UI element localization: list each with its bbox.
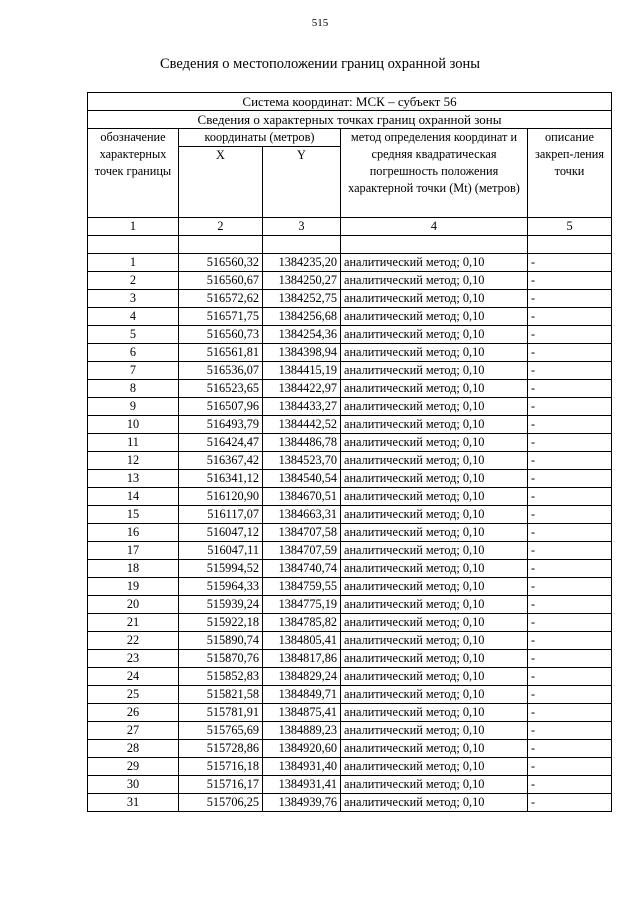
table-row bbox=[88, 380, 612, 398]
y-coordinate-cell: 1384920,60 bbox=[263, 740, 341, 758]
x-coordinate-cell: 515964,33 bbox=[179, 578, 263, 596]
table-row bbox=[88, 506, 612, 524]
method-cell: аналитический метод; 0,10 bbox=[341, 380, 528, 398]
description-cell: - bbox=[528, 686, 612, 704]
y-coordinate-cell: 1384254,36 bbox=[263, 326, 341, 344]
x-coordinate-cell: 516047,12 bbox=[179, 524, 263, 542]
y-coordinate-cell: 1384889,23 bbox=[263, 722, 341, 740]
point-number-cell: 11 bbox=[88, 434, 179, 452]
description-cell: - bbox=[528, 290, 612, 308]
description-cell: - bbox=[528, 308, 612, 326]
method-cell: аналитический метод; 0,10 bbox=[341, 758, 528, 776]
point-number-cell: 10 bbox=[88, 416, 179, 434]
y-coordinate-cell: 1384849,71 bbox=[263, 686, 341, 704]
table-subtitle-row bbox=[88, 111, 612, 129]
method-cell: аналитический метод; 0,10 bbox=[341, 290, 528, 308]
method-cell: аналитический метод; 0,10 bbox=[341, 506, 528, 524]
y-coordinate-cell: 1384422,97 bbox=[263, 380, 341, 398]
table-row bbox=[88, 794, 612, 812]
method-cell: аналитический метод; 0,10 bbox=[341, 362, 528, 380]
x-coordinate-cell: 515870,76 bbox=[179, 650, 263, 668]
table-row bbox=[88, 524, 612, 542]
method-cell: аналитический метод; 0,10 bbox=[341, 272, 528, 290]
point-number-cell: 3 bbox=[88, 290, 179, 308]
method-cell: аналитический метод; 0,10 bbox=[341, 542, 528, 560]
x-coordinate-cell: 516120,90 bbox=[179, 488, 263, 506]
y-coordinate-cell: 1384670,51 bbox=[263, 488, 341, 506]
description-cell: - bbox=[528, 452, 612, 470]
y-coordinate-cell: 1384540,54 bbox=[263, 470, 341, 488]
column-number-row bbox=[88, 218, 612, 236]
y-coordinate-cell: 1384829,24 bbox=[263, 668, 341, 686]
point-number-cell: 14 bbox=[88, 488, 179, 506]
description-cell: - bbox=[528, 362, 612, 380]
empty-cell bbox=[263, 236, 341, 254]
description-cell: - bbox=[528, 524, 612, 542]
y-coordinate-cell: 1384939,76 bbox=[263, 794, 341, 812]
header-y: Y bbox=[263, 147, 341, 218]
method-cell: аналитический метод; 0,10 bbox=[341, 560, 528, 578]
x-coordinate-cell: 516341,12 bbox=[179, 470, 263, 488]
x-coordinate-cell: 515821,58 bbox=[179, 686, 263, 704]
table-row bbox=[88, 650, 612, 668]
method-cell: аналитический метод; 0,10 bbox=[341, 434, 528, 452]
x-coordinate-cell: 515706,25 bbox=[179, 794, 263, 812]
point-number-cell: 4 bbox=[88, 308, 179, 326]
header-method: метод определения координат и средняя квадратическая погрешность положения характерной точки (Mt) (метров) bbox=[341, 129, 528, 218]
description-cell: - bbox=[528, 344, 612, 362]
method-cell: аналитический метод; 0,10 bbox=[341, 668, 528, 686]
description-cell: - bbox=[528, 506, 612, 524]
x-coordinate-cell: 515939,24 bbox=[179, 596, 263, 614]
table-row bbox=[88, 704, 612, 722]
y-coordinate-cell: 1384817,86 bbox=[263, 650, 341, 668]
table-row bbox=[88, 344, 612, 362]
y-coordinate-cell: 1384433,27 bbox=[263, 398, 341, 416]
x-coordinate-cell: 516572,62 bbox=[179, 290, 263, 308]
x-coordinate-cell: 515765,69 bbox=[179, 722, 263, 740]
table-row bbox=[88, 632, 612, 650]
x-coordinate-cell: 516560,32 bbox=[179, 254, 263, 272]
table-row bbox=[88, 578, 612, 596]
description-cell: - bbox=[528, 560, 612, 578]
y-coordinate-cell: 1384707,59 bbox=[263, 542, 341, 560]
method-cell: аналитический метод; 0,10 bbox=[341, 398, 528, 416]
table-row bbox=[88, 470, 612, 488]
method-cell: аналитический метод; 0,10 bbox=[341, 596, 528, 614]
table-row bbox=[88, 452, 612, 470]
point-number-cell: 24 bbox=[88, 668, 179, 686]
column-number: 4 bbox=[341, 218, 528, 236]
x-coordinate-cell: 516047,11 bbox=[179, 542, 263, 560]
method-cell: аналитический метод; 0,10 bbox=[341, 326, 528, 344]
description-cell: - bbox=[528, 758, 612, 776]
table-row bbox=[88, 434, 612, 452]
point-number-cell: 29 bbox=[88, 758, 179, 776]
x-coordinate-cell: 515890,74 bbox=[179, 632, 263, 650]
point-number-cell: 1 bbox=[88, 254, 179, 272]
empty-cell bbox=[179, 236, 263, 254]
table-row bbox=[88, 686, 612, 704]
point-number-cell: 26 bbox=[88, 704, 179, 722]
x-coordinate-cell: 515922,18 bbox=[179, 614, 263, 632]
y-coordinate-cell: 1384775,19 bbox=[263, 596, 341, 614]
description-cell: - bbox=[528, 272, 612, 290]
point-number-cell: 9 bbox=[88, 398, 179, 416]
description-cell: - bbox=[528, 632, 612, 650]
point-number-cell: 15 bbox=[88, 506, 179, 524]
y-coordinate-cell: 1384256,68 bbox=[263, 308, 341, 326]
point-number-cell: 6 bbox=[88, 344, 179, 362]
method-cell: аналитический метод; 0,10 bbox=[341, 740, 528, 758]
point-number-cell: 28 bbox=[88, 740, 179, 758]
description-cell: - bbox=[528, 542, 612, 560]
empty-cell bbox=[528, 236, 612, 254]
method-cell: аналитический метод; 0,10 bbox=[341, 344, 528, 362]
x-coordinate-cell: 515716,18 bbox=[179, 758, 263, 776]
method-cell: аналитический метод; 0,10 bbox=[341, 632, 528, 650]
method-cell: аналитический метод; 0,10 bbox=[341, 470, 528, 488]
description-cell: - bbox=[528, 740, 612, 758]
point-number-cell: 17 bbox=[88, 542, 179, 560]
table-row bbox=[88, 758, 612, 776]
x-coordinate-cell: 515781,91 bbox=[179, 704, 263, 722]
method-cell: аналитический метод; 0,10 bbox=[341, 650, 528, 668]
y-coordinate-cell: 1384931,41 bbox=[263, 776, 341, 794]
point-number-cell: 27 bbox=[88, 722, 179, 740]
y-coordinate-cell: 1384785,82 bbox=[263, 614, 341, 632]
y-coordinate-cell: 1384486,78 bbox=[263, 434, 341, 452]
method-cell: аналитический метод; 0,10 bbox=[341, 416, 528, 434]
column-number: 5 bbox=[528, 218, 612, 236]
table-row bbox=[88, 596, 612, 614]
point-number-cell: 22 bbox=[88, 632, 179, 650]
header-point-designation: обозначение характерных точек границы bbox=[88, 129, 179, 218]
point-number-cell: 31 bbox=[88, 794, 179, 812]
table-row bbox=[88, 398, 612, 416]
y-coordinate-cell: 1384442,52 bbox=[263, 416, 341, 434]
x-coordinate-cell: 516560,67 bbox=[179, 272, 263, 290]
point-number-cell: 2 bbox=[88, 272, 179, 290]
point-number-cell: 7 bbox=[88, 362, 179, 380]
header-x: X bbox=[179, 147, 263, 218]
table-row bbox=[88, 560, 612, 578]
table-row bbox=[88, 488, 612, 506]
table-row bbox=[88, 416, 612, 434]
point-number-cell: 16 bbox=[88, 524, 179, 542]
empty-cell bbox=[341, 236, 528, 254]
method-cell: аналитический метод; 0,10 bbox=[341, 578, 528, 596]
table-row bbox=[88, 542, 612, 560]
description-cell: - bbox=[528, 722, 612, 740]
method-cell: аналитический метод; 0,10 bbox=[341, 524, 528, 542]
point-number-cell: 21 bbox=[88, 614, 179, 632]
table-row bbox=[88, 776, 612, 794]
x-coordinate-cell: 516561,81 bbox=[179, 344, 263, 362]
description-cell: - bbox=[528, 398, 612, 416]
y-coordinate-cell: 1384707,58 bbox=[263, 524, 341, 542]
header-coordinates: координаты (метров) bbox=[179, 129, 341, 147]
x-coordinate-cell: 516560,73 bbox=[179, 326, 263, 344]
description-cell: - bbox=[528, 596, 612, 614]
y-coordinate-cell: 1384235,20 bbox=[263, 254, 341, 272]
description-cell: - bbox=[528, 668, 612, 686]
method-cell: аналитический метод; 0,10 bbox=[341, 794, 528, 812]
empty-row bbox=[88, 236, 612, 254]
table-row bbox=[88, 722, 612, 740]
x-coordinate-cell: 516536,07 bbox=[179, 362, 263, 380]
table-row bbox=[88, 308, 612, 326]
method-cell: аналитический метод; 0,10 bbox=[341, 704, 528, 722]
description-cell: - bbox=[528, 488, 612, 506]
method-cell: аналитический метод; 0,10 bbox=[341, 308, 528, 326]
y-coordinate-cell: 1384805,41 bbox=[263, 632, 341, 650]
method-cell: аналитический метод; 0,10 bbox=[341, 488, 528, 506]
x-coordinate-cell: 515728,86 bbox=[179, 740, 263, 758]
table-row bbox=[88, 272, 612, 290]
description-cell: - bbox=[528, 416, 612, 434]
x-coordinate-cell: 516367,42 bbox=[179, 452, 263, 470]
y-coordinate-cell: 1384759,55 bbox=[263, 578, 341, 596]
table-row bbox=[88, 362, 612, 380]
description-cell: - bbox=[528, 470, 612, 488]
boundary-points-table bbox=[87, 92, 612, 812]
coordinate-system-label: Система координат: МСК – субъект 56 bbox=[88, 93, 612, 111]
description-cell: - bbox=[528, 380, 612, 398]
point-number-cell: 12 bbox=[88, 452, 179, 470]
y-coordinate-cell: 1384398,94 bbox=[263, 344, 341, 362]
x-coordinate-cell: 516507,96 bbox=[179, 398, 263, 416]
x-coordinate-cell: 516117,07 bbox=[179, 506, 263, 524]
method-cell: аналитический метод; 0,10 bbox=[341, 614, 528, 632]
x-coordinate-cell: 516523,65 bbox=[179, 380, 263, 398]
method-cell: аналитический метод; 0,10 bbox=[341, 776, 528, 794]
x-coordinate-cell: 515716,17 bbox=[179, 776, 263, 794]
y-coordinate-cell: 1384663,31 bbox=[263, 506, 341, 524]
y-coordinate-cell: 1384415,19 bbox=[263, 362, 341, 380]
column-number: 1 bbox=[88, 218, 179, 236]
y-coordinate-cell: 1384523,70 bbox=[263, 452, 341, 470]
table-row bbox=[88, 254, 612, 272]
point-number-cell: 25 bbox=[88, 686, 179, 704]
description-cell: - bbox=[528, 326, 612, 344]
description-cell: - bbox=[528, 614, 612, 632]
description-cell: - bbox=[528, 776, 612, 794]
x-coordinate-cell: 516493,79 bbox=[179, 416, 263, 434]
header-row bbox=[88, 129, 612, 147]
coordinate-system-row bbox=[88, 93, 612, 111]
point-number-cell: 5 bbox=[88, 326, 179, 344]
column-number: 2 bbox=[179, 218, 263, 236]
page-number: 515 bbox=[311, 17, 329, 29]
column-number: 3 bbox=[263, 218, 341, 236]
table-row bbox=[88, 614, 612, 632]
table-subtitle: Сведения о характерных точках границ охранной зоны bbox=[88, 111, 612, 129]
x-coordinate-cell: 516571,75 bbox=[179, 308, 263, 326]
table-row bbox=[88, 740, 612, 758]
method-cell: аналитический метод; 0,10 bbox=[341, 686, 528, 704]
point-number-cell: 18 bbox=[88, 560, 179, 578]
y-coordinate-cell: 1384875,41 bbox=[263, 704, 341, 722]
description-cell: - bbox=[528, 794, 612, 812]
y-coordinate-cell: 1384252,75 bbox=[263, 290, 341, 308]
point-number-cell: 13 bbox=[88, 470, 179, 488]
point-number-cell: 19 bbox=[88, 578, 179, 596]
description-cell: - bbox=[528, 434, 612, 452]
method-cell: аналитический метод; 0,10 bbox=[341, 254, 528, 272]
table-row bbox=[88, 668, 612, 686]
header-description: описание закреп-ления точки bbox=[528, 129, 612, 218]
x-coordinate-cell: 515994,52 bbox=[179, 560, 263, 578]
description-cell: - bbox=[528, 254, 612, 272]
point-number-cell: 20 bbox=[88, 596, 179, 614]
x-coordinate-cell: 516424,47 bbox=[179, 434, 263, 452]
method-cell: аналитический метод; 0,10 bbox=[341, 722, 528, 740]
point-number-cell: 8 bbox=[88, 380, 179, 398]
document-title: Сведения о местоположении границ охранной зоны bbox=[159, 56, 480, 72]
description-cell: - bbox=[528, 704, 612, 722]
y-coordinate-cell: 1384740,74 bbox=[263, 560, 341, 578]
y-coordinate-cell: 1384250,27 bbox=[263, 272, 341, 290]
method-cell: аналитический метод; 0,10 bbox=[341, 452, 528, 470]
table-row bbox=[88, 290, 612, 308]
x-coordinate-cell: 515852,83 bbox=[179, 668, 263, 686]
point-number-cell: 30 bbox=[88, 776, 179, 794]
description-cell: - bbox=[528, 650, 612, 668]
y-coordinate-cell: 1384931,40 bbox=[263, 758, 341, 776]
description-cell: - bbox=[528, 578, 612, 596]
empty-cell bbox=[88, 236, 179, 254]
table-row bbox=[88, 326, 612, 344]
point-number-cell: 23 bbox=[88, 650, 179, 668]
